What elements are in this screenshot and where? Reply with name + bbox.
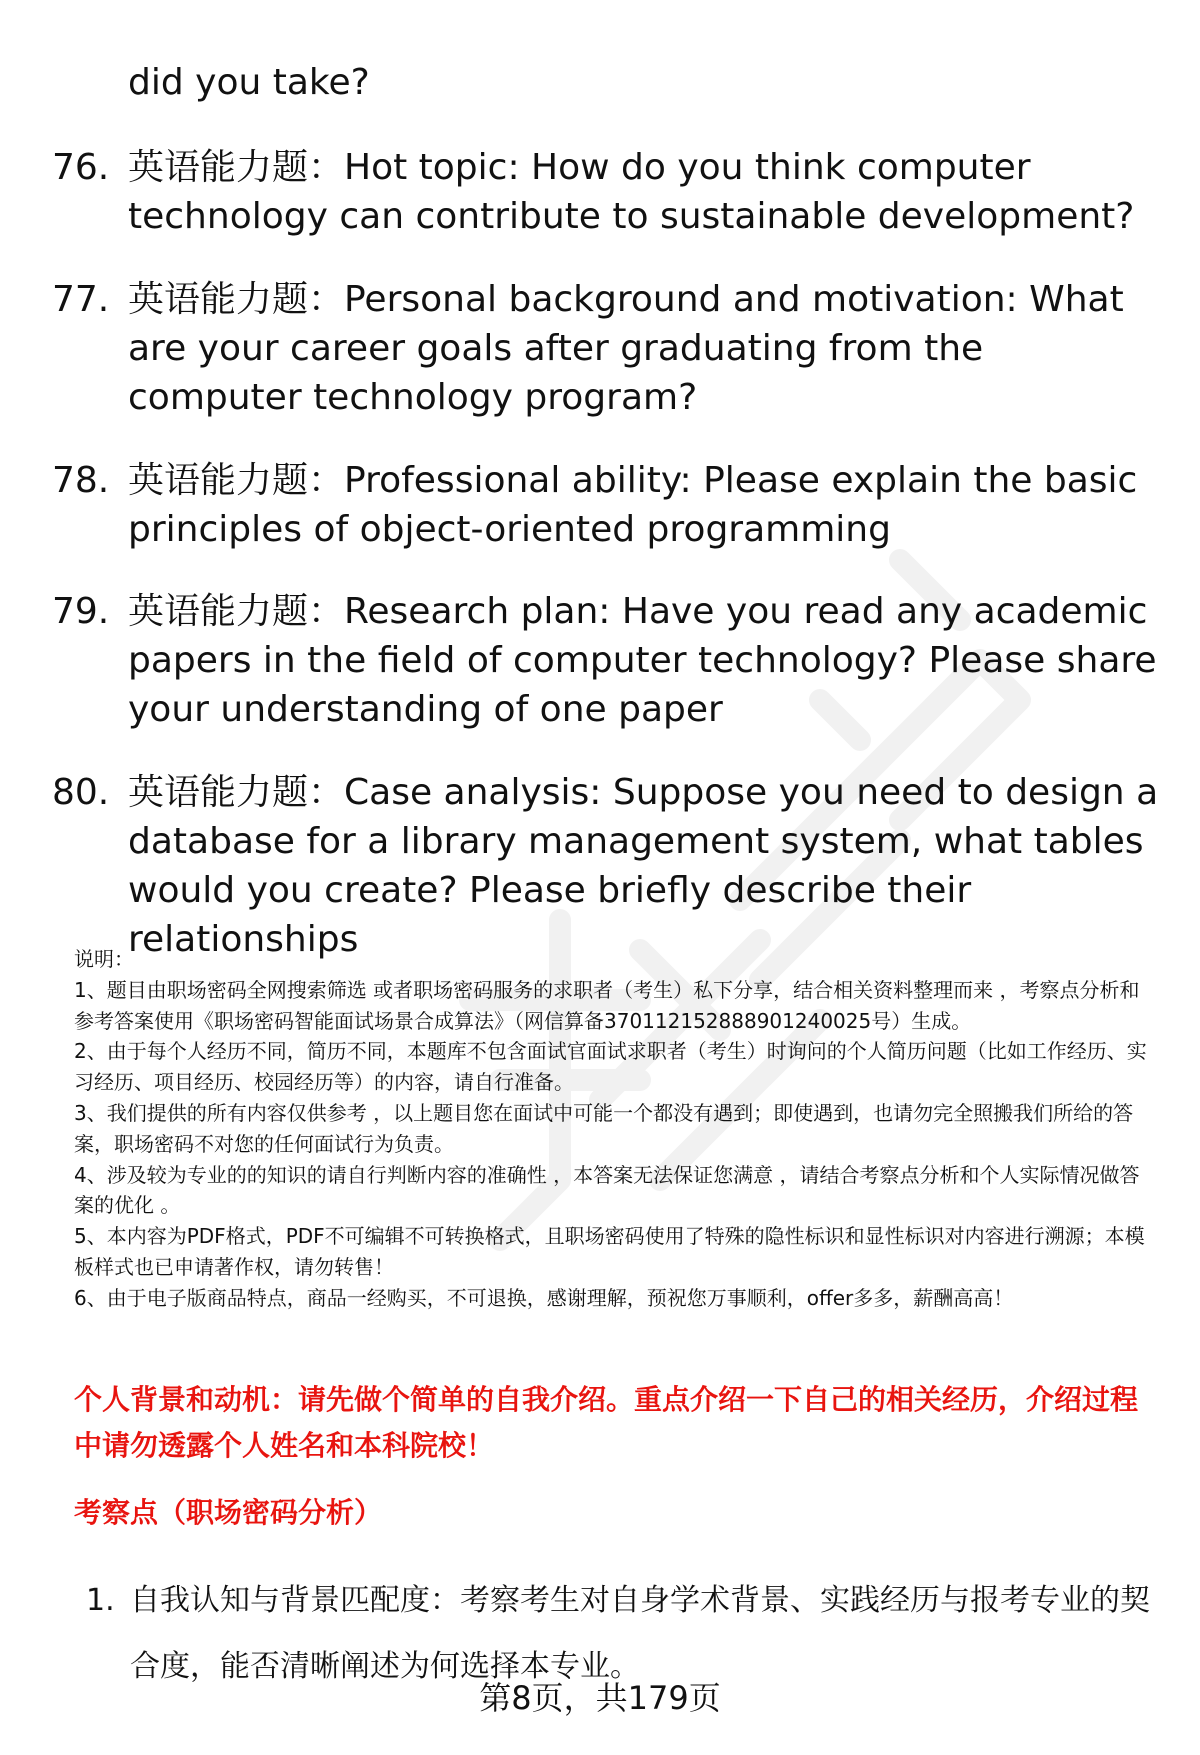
note-item: 1、题目由职场密码全网搜索筛选 或者职场密码服务的求职者（考生）私下分享，结合相关资料整理而来 ，考察点分析和参考答案使用《职场密码智能面试场景合成算法》（网信算备370112152888901240025号）生成。	[74, 977, 1140, 1033]
question-number: 76.	[52, 147, 110, 188]
question-text: 英语能力题：Case analysis: Suppose you need to design a database for a library management system, what tables would you create? Please briefly describe their relationships	[128, 772, 1159, 960]
note-item: 6、由于电子版商品特点，商品一经购买，不可退换，感谢理解，预祝您万事顺利，offer多多，薪酬高高！	[74, 1285, 1014, 1310]
question-item	[52, 275, 1162, 422]
question-item	[52, 587, 1162, 734]
question-number: 80.	[52, 772, 110, 813]
question-text: 英语能力题：Personal background and motivation: What are your career goals after graduating from the computer technology program?	[128, 279, 1124, 418]
question-continued-text: did you take?	[128, 62, 370, 103]
notes-section	[74, 944, 1154, 1314]
analysis-text: 自我认知与背景匹配度：考察考生对自身学术背景、实践经历与报考专业的契合度，能否清晰阐述为何选择本专业。	[130, 1583, 1150, 1684]
question-number: 78.	[52, 460, 110, 501]
question-text: 英语能力题：Hot topic: How do you think computer technology can contribute to sustainable development?	[128, 147, 1135, 237]
note-item: 5、本内容为PDF格式，PDF不可编辑不可转换格式，且职场密码使用了特殊的隐性标识和显性标识对内容进行溯源；本模板样式也已申请著作权，请勿转售！	[74, 1224, 1145, 1279]
question-number: 77.	[52, 279, 110, 320]
section-heading: 个人背景和动机：请先做个简单的自我介绍。重点介绍一下自己的相关经历，介绍过程中请勿透露个人姓名和本科院校！	[74, 1383, 1139, 1462]
question-number: 79.	[52, 591, 110, 632]
question-item	[52, 456, 1162, 554]
note-item: 3、我们提供的所有内容仅供参考 ，以上题目您在面试中可能一个都没有遇到；即使遇到，也请勿完全照搬我们所给的答案，职场密码不对您的任何面试行为负责。	[74, 1100, 1134, 1156]
page-footer: 第8页，共179页	[479, 1679, 721, 1717]
question-item	[52, 143, 1162, 241]
note-item: 2、由于每个人经历不同，简历不同，本题库不包含面试官面试求职者（考生）时询问的个人简历问题（比如工作经历、实习经历、项目经历、校园经历等）的内容，请自行准备。	[74, 1039, 1147, 1095]
question-text: 英语能力题：Research plan: Have you read any academic papers in the field of computer technology? Please share your understanding of one paper	[128, 591, 1157, 730]
question-item	[52, 768, 1162, 964]
question-text: 英语能力题：Professional ability: Please explain the basic principles of object-oriented programming	[128, 460, 1138, 550]
notes-title: 说明：	[74, 947, 134, 971]
note-item: 4、涉及较为专业的的知识的请自行判断内容的准确性 ，本答案无法保证您满意 ，请结合考察点分析和个人实际情况做答案的优化 。	[74, 1162, 1140, 1218]
analysis-number: 1.	[86, 1583, 115, 1618]
analysis-heading: 考察点（职场密码分析）	[74, 1496, 383, 1529]
